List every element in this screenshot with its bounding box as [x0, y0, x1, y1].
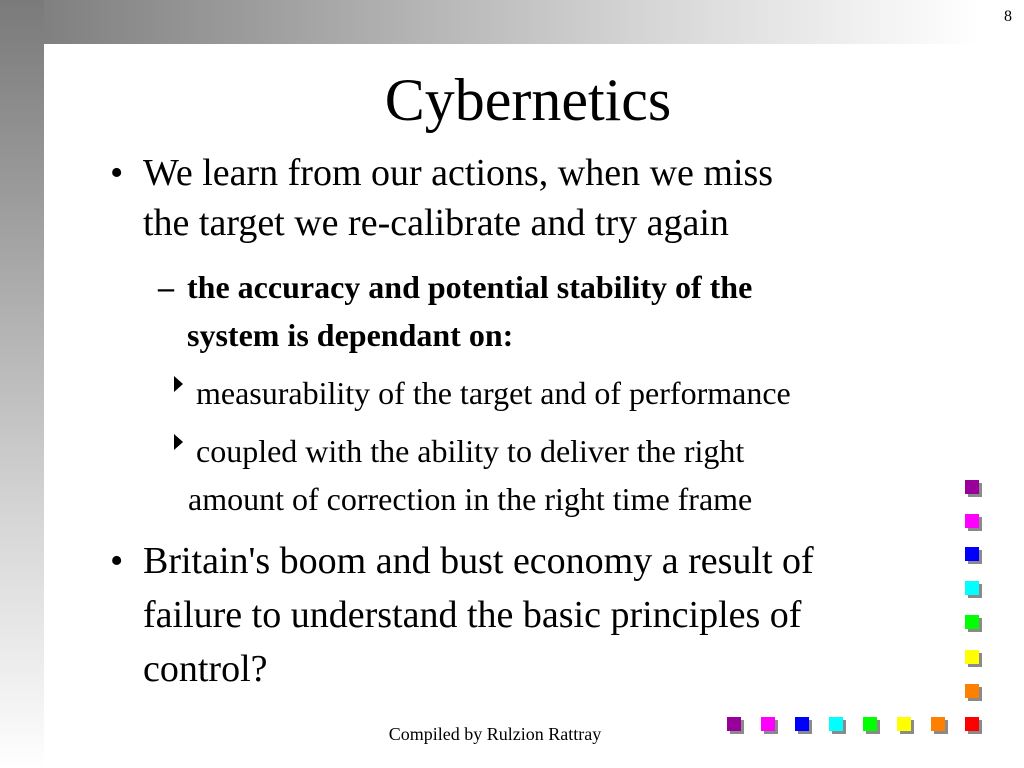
decor-square	[829, 717, 843, 731]
sub-bullet-marker: –	[158, 269, 174, 305]
bullet-1	[110, 146, 774, 244]
decor-square	[965, 480, 979, 494]
decor-square	[897, 717, 911, 731]
sub-sub-bullet-1-line-1: measurability of the target and of performance	[196, 375, 791, 411]
footer-credit: Compiled by Rulzion Rattray	[388, 724, 602, 744]
decor-square	[795, 717, 809, 731]
bullet-1-marker: •	[110, 152, 124, 194]
decor-square	[965, 581, 979, 595]
bullet-2	[110, 534, 814, 690]
bullet-2-line-1: Britain's boom and bust economy a result of	[143, 540, 814, 582]
bullet-2-marker: •	[110, 540, 124, 582]
sub-bullet-line-2: system is dependant on:	[187, 317, 514, 353]
slide-title: Cybernetics	[384, 67, 672, 133]
slide-number: 8	[1004, 8, 1012, 25]
sub-sub-bullet-2-line-1: coupled with the ability to deliver the right	[196, 433, 745, 469]
decor-square	[965, 547, 979, 561]
bullet-2-line-2: failure to understand the basic principles of	[143, 594, 802, 636]
sub-sub-bullet-2-line-2: amount of correction in the right time frame	[188, 481, 753, 517]
decor-square	[965, 717, 979, 731]
decor-square	[965, 650, 979, 664]
decor-square	[965, 615, 979, 629]
decor-square	[761, 717, 775, 731]
sub-bullet	[158, 264, 753, 353]
decor-square	[965, 684, 979, 698]
bullet-2-line-3: control?	[143, 648, 268, 690]
decor-square	[727, 717, 741, 731]
gradient-frame-top	[0, 0, 1024, 44]
decor-square	[965, 514, 979, 528]
sub-bullet-line-1: the accuracy and potential stability of the	[187, 269, 753, 305]
bullet-1-line-2: the target we re-calibrate and try again	[143, 202, 729, 244]
decor-square	[931, 717, 945, 731]
decor-square	[863, 717, 877, 731]
bullet-1-line-1: We learn from our actions, when we miss	[143, 152, 774, 194]
triangle-bullet-icon	[174, 376, 183, 392]
triangle-bullet-icon	[174, 434, 183, 450]
